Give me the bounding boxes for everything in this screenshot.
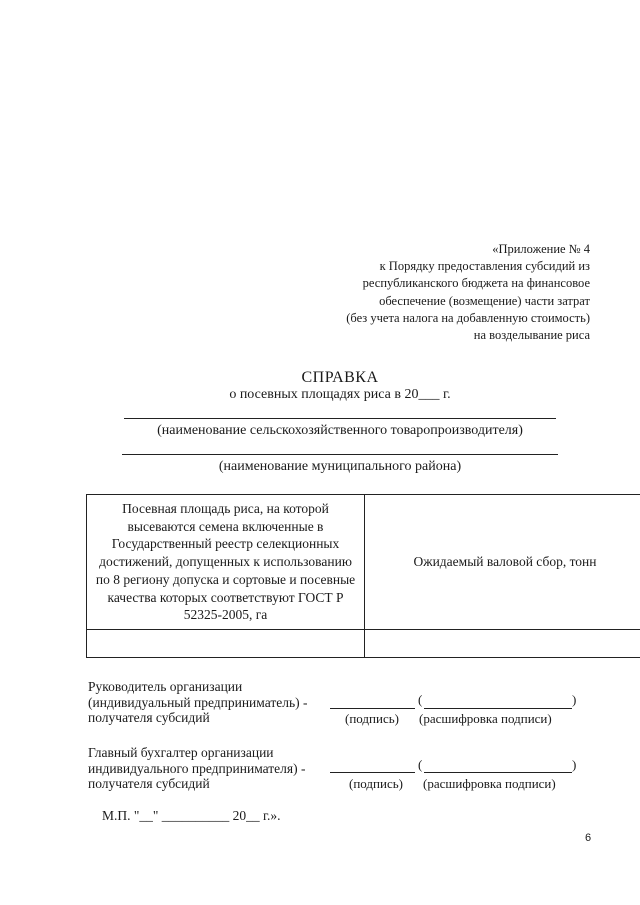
producer-caption: (наименование сельскохозяйственного товаропроизводителя) (157, 423, 523, 438)
appendix-line: обеспечение (возмещение) части затрат (379, 293, 590, 308)
accountant-sign-caption: (подпись) (349, 776, 403, 791)
table-cell-sowing-area[interactable] (87, 630, 365, 658)
producer-blank-line[interactable] (124, 418, 556, 419)
sowing-area-table (86, 494, 640, 658)
accountant-label-line: получателя субсидий (88, 776, 210, 791)
document-subtitle: о посевных площадях риса в 20___ г. (229, 387, 451, 402)
stamp-date-line: М.П. "__" __________ 20__ г.». (102, 808, 281, 823)
head-label-line: Руководитель организации (88, 679, 243, 694)
accountant-decode-line[interactable] (424, 772, 572, 773)
district-blank-line[interactable] (122, 454, 558, 455)
head-decode-caption: (расшифровка подписи) (419, 711, 552, 726)
appendix-header (270, 241, 590, 344)
appendix-line: республиканского бюджета на финансовое (362, 276, 590, 291)
head-label-line: (индивидуальный предприниматель) - (88, 694, 308, 710)
head-signature-line[interactable] (330, 708, 415, 709)
document-title: СПРАВКА (301, 369, 379, 386)
head-decode-open-paren: ( (418, 692, 423, 707)
accountant-label-line: индивидуального предпринимателя) - (88, 760, 306, 776)
accountant-decode-caption: (расшифровка подписи) (423, 776, 556, 791)
head-signatory-label (88, 679, 308, 726)
table-row (87, 630, 640, 658)
accountant-decode-close-paren: ) (572, 757, 577, 772)
accountant-decode-open-paren: ( (418, 757, 423, 772)
appendix-line: к Порядку предоставления субсидий из (379, 259, 590, 274)
appendix-line: (без учета налога на добавленную стоимость) (346, 310, 590, 325)
table-header-sowing-area (87, 495, 365, 630)
accountant-signature-line[interactable] (330, 772, 415, 773)
page-number: 6 (585, 832, 592, 844)
accountant-signatory-label (88, 745, 306, 792)
head-decode-close-paren: ) (572, 692, 577, 707)
sowing-area-header-text: Посевная площадь риса, на которой высеваются семена включенные в Государственный реестр селекционных достижений, допущенных к использованию по 8 региону допуска и сортовые и посевные качества которых соответствуют ГОСТ Р 52325-2005, га (95, 500, 356, 623)
accountant-label-line: Главный бухгалтер организации (88, 745, 274, 760)
district-caption: (наименование муниципального района) (218, 459, 462, 474)
table-cell-expected-harvest[interactable] (365, 630, 640, 658)
head-decode-line[interactable] (424, 708, 572, 709)
table-header-row (87, 495, 640, 630)
table-header-expected-harvest: Ожидаемый валовой сбор, тонн (365, 495, 640, 630)
head-sign-caption: (подпись) (345, 711, 399, 726)
head-label-line: получателя субсидий (88, 710, 210, 725)
appendix-line: «Приложение № 4 (492, 242, 590, 256)
appendix-line: на возделывание риса (473, 328, 590, 343)
